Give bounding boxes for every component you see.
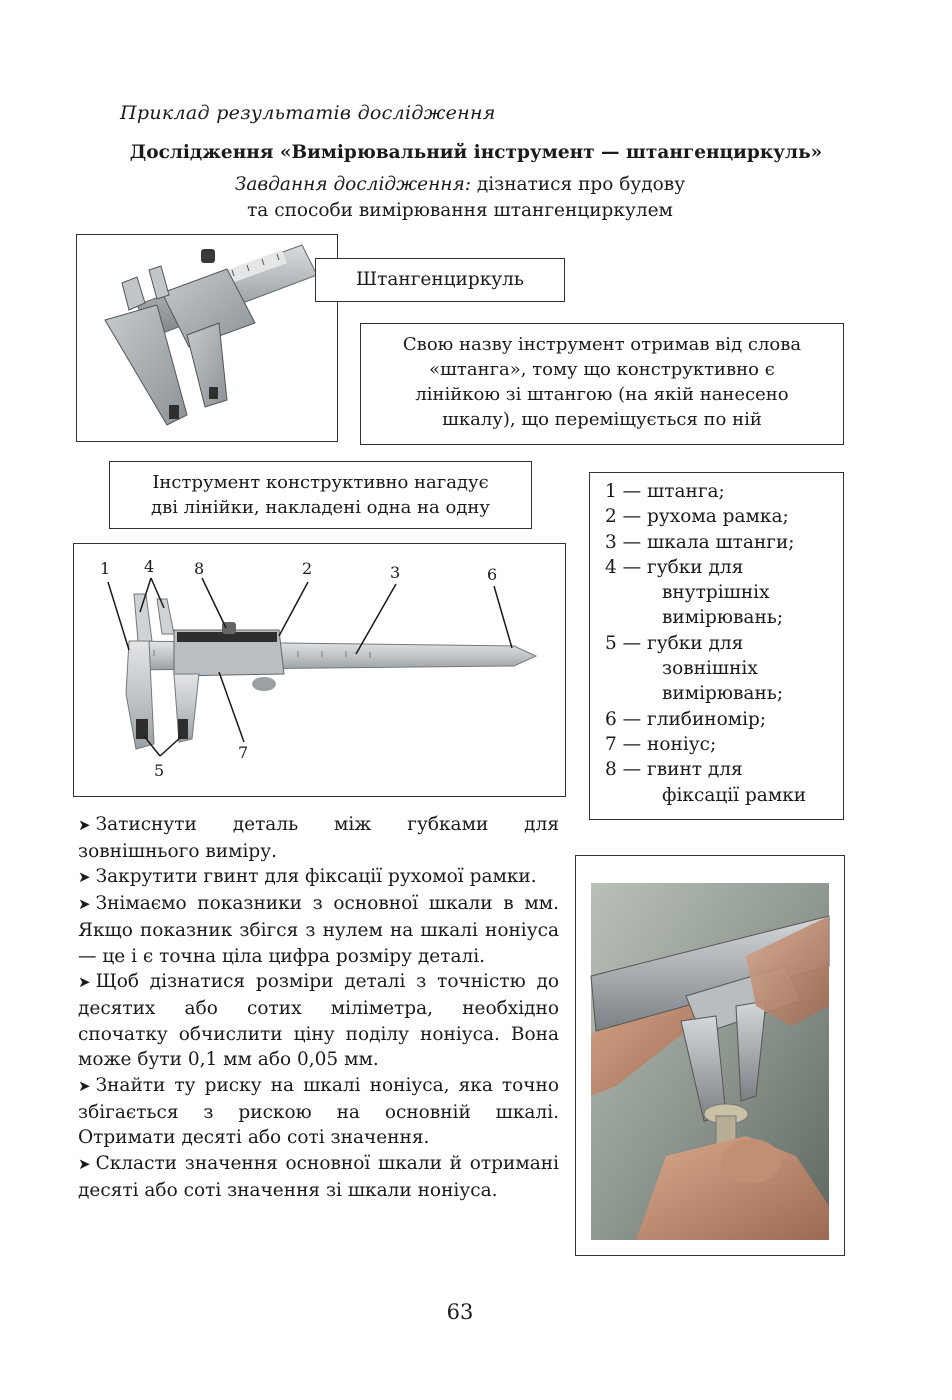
origin-line3: лінійкою зі штангою (на якій нанесено [415, 384, 789, 405]
ruler-line2: дві лінійки, накладені одна на одну [150, 497, 490, 518]
diagram-label-1: 1 [100, 559, 111, 578]
page-number: 63 [446, 1300, 474, 1324]
name-origin-box [360, 323, 844, 445]
legend-item-5-cont: вимірювань; [662, 683, 784, 705]
legend-item-4: 4 — губки для [605, 556, 744, 578]
step-item [78, 969, 559, 1073]
legend-item-7: 7 — ноніус; [605, 733, 717, 755]
step-item [78, 1073, 559, 1151]
diagram-label-4: 4 [144, 557, 155, 576]
legend-item-8: 8 — гвинт для [605, 759, 743, 781]
step-item [78, 891, 559, 969]
origin-line1: Свою назву інструмент отримав від слова [402, 334, 802, 355]
caliper-photo [76, 234, 338, 442]
step-text: Щоб дізнатися розміри деталі з точністю до десятих або сотих міліметра, необхідно спочатку обчислити ціну поділу ноніуса. Вона може бути 0,1 мм або 0,05 мм. [78, 971, 559, 1071]
diagram-label-3: 3 [390, 563, 401, 582]
two-rulers-box [109, 461, 532, 529]
legend-item-2: 2 — рухома рамка; [605, 506, 789, 528]
origin-line4: шкалу), що переміщується по ній [442, 409, 762, 430]
caliper-diagram [73, 543, 566, 797]
arrow-bullet-icon: ➤ [78, 1077, 91, 1096]
origin-line2: «штанга», тому що конструктивно є [429, 359, 775, 380]
parts-legend [589, 472, 844, 820]
measuring-photo [575, 855, 845, 1256]
diagram-label-7: 7 [238, 743, 249, 762]
measuring-photo-image [576, 856, 844, 1255]
study-task [0, 172, 920, 224]
legend-item-8-cont: фіксації рамки [662, 784, 807, 806]
task-text-line2: та способи вимірювання штангенциркулем [247, 200, 673, 221]
legend-item-5: 5 — губки для [605, 632, 744, 654]
arrow-bullet-icon: ➤ [78, 895, 91, 914]
legend-item-3: 3 — шкала штанги; [605, 531, 795, 553]
diagram-label-5: 5 [154, 761, 165, 780]
legend-item-4-cont: внутрішніх [662, 582, 770, 604]
arrow-bullet-icon: ➤ [78, 973, 91, 992]
step-text: Знайти ту риску на шкалі ноніуса, яка точно збігається з рискою на основній шкалі. Отримати десяті або соті значення. [78, 1075, 559, 1149]
example-heading: Приклад результатів дослідження [120, 102, 496, 124]
diagram-label-6: 6 [487, 565, 498, 584]
legend-item-6: 6 — глибиномір; [605, 708, 767, 730]
step-item [78, 812, 559, 864]
step-text: Знімаємо показники з основної шкали в мм. Якщо показник збігся з нулем на шкалі ноніуса — це і є точна ціла цифра розміру деталі. [78, 893, 559, 967]
caliper-photo-image [77, 235, 337, 441]
task-text-line1: дізнатися про будову [476, 174, 686, 195]
diagram-label-2: 2 [302, 559, 313, 578]
step-item [78, 864, 559, 891]
arrow-bullet-icon: ➤ [78, 816, 91, 834]
arrow-bullet-icon: ➤ [78, 1155, 91, 1174]
measurement-steps [78, 812, 559, 1204]
task-label: Завдання дослідження: [234, 174, 471, 195]
study-title: Дослідження «Вимірювальний інструмент — штангенциркуль» [129, 142, 823, 163]
step-text: Скласти значення основної шкали й отримані десяті або соті значення зі шкали ноніуса. [78, 1153, 559, 1201]
caliper-diagram-image [74, 544, 565, 796]
diagram-label-8: 8 [194, 559, 205, 578]
ruler-line1: Інструмент конструктивно нагадує [152, 472, 489, 493]
step-text: Затиснути деталь між губками для зовнішнього виміру. [78, 814, 559, 862]
legend-item-1: 1 — штанга; [605, 481, 725, 502]
arrow-bullet-icon: ➤ [78, 868, 91, 887]
step-text: Закрутити гвинт для фіксації рухомої рамки. [95, 866, 537, 888]
legend-item-4-cont: вимірювань; [662, 607, 784, 629]
step-item [78, 1151, 559, 1203]
legend-item-5-cont: зовнішніх [662, 658, 758, 680]
instrument-name-box: Штангенциркуль [315, 258, 565, 302]
